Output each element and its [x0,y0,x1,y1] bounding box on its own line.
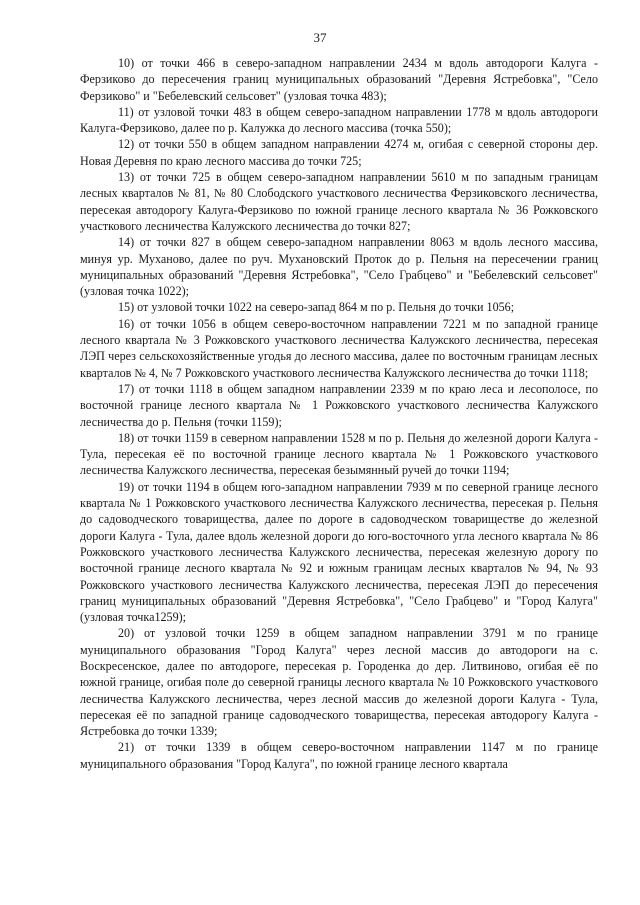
paragraph-16: 16) от точки 1056 в общем северо-восточном направлении 7221 м по западной границе лесного квартала № 3 Рожковского участкового лесничества Калужского лесничества, пересекая ЛЭП через сельскохозяйственные угодья до лесного массива, далее по восточным границам лесных кварталов № 4, № 7 Рожковского участкового лесничества Калужского лесничества до точки 1118; [80,316,598,380]
paragraph-11: 11) от узловой точки 483 в общем северо-западном направлении 1778 м вдоль автодороги Калуга-Ферзиково, далее по р. Калужка до лесного массива (точка 550); [80,104,598,136]
paragraph-14: 14) от точки 827 в общем северо-западном направлении 8063 м вдоль лесного массива, минуя ур. Муханово, далее по руч. Мухановский Проток до р. Пельня на пересечении границ муниципальных образований "Деревня Ястребовка", "Село Грабцево" и "Бебелевский сельсовет" (узловая точка 1022); [80,235,598,299]
paragraph-10: 10) от точки 466 в северо-западном направлении 2434 м вдоль автодороги Калуга - Ферзиково до пересечения границ муниципальных образований "Деревня Ястребовка", "Село Ферзиково" и "Бебелевский сельсовет" (узловая точка 483); [80,56,598,103]
paragraph-15: 15) от узловой точки 1022 на северо-запад 864 м по р. Пельня до точки 1056; [118,300,515,315]
document-body [80,55,598,772]
paragraph-13: 13) от точки 725 в общем северо-западном направлении 5610 м по западным границам лесных кварталов № 81, № 80 Слободского участкового лесничества Ферзиковского лесничества, пересекая автодорогу Калуга-Ферзиково по южной границе лесного квартала № 36 Рожковского участкового лесничества Калужского лесничества до точки 827; [80,170,598,233]
paragraph-12: 12) от точки 550 в общем западном направлении 4274 м, огибая с северной стороны дер. Новая Деревня по краю лесного массива до точки 725; [80,137,598,168]
paragraph-17: 17) от точки 1118 в общем западном направлении 2339 м по краю леса и лесополосе, по восточной границе лесного квартала № 1 Рожковского участкового лесничества Калужского лесничества до р. Пельня (точки 1159); [80,381,598,429]
paragraph-19: 19) от точки 1194 в общем юго-западном направлении 7939 м по северной границе лесного квартала № 1 Рожковского участкового лесничества Калужского лесничества, пересекая р. Пельня до садоводческого товарищества, далее по дороге в садоводческом товариществе до железной дороги Калуга - Тула, далее вдоль железной дороги до юго-восточного угла лесного квартала № 86 Рожковского участкового лесничества Калужского лесничества, пересекая железную дорогу по восточной границе лесного квартала № 92 и южным границам лесных кварталов № 94, № 93 Рожковского участкового лесничества Калужского лесничества, пересекая ЛЭП до пересечения границ муниципальных образований "Деревня Ястребовка", "Село Грабцево" и "Город Калуга" (узловая точка1259); [80,479,598,625]
paragraph-21: 21) от точки 1339 в общем северо-восточном направлении 1147 м по границе муниципального образования "Город Калуга", по южной границе лесного квартала [80,740,598,771]
paragraph-18: 18) от точки 1159 в северном направлении 1528 м по р. Пельня до железной дороги Калуга - Тула, пересекая её по восточной границе лесного квартала № 1 Рожковского участкового лесничества Калужского лесничества, пересекая безымянный ручей до точки 1194; [80,430,598,478]
page-number: 37 [313,30,327,45]
paragraph-20: 20) от узловой точки 1259 в общем западном направлении 3791 м по границе муниципального образования "Город Калуга" через лесной массив до автодороги на с. Воскресенское, далее по автодороге, пересекая р. Городенка до дер. Литвиново, огибая её по южной границе, огибая поле до северной границы лесного квартала № 10 Рожковского участкового лесничества Калужского лесничества, через лесной массив до железной дороги Калуга - Тула, пересекая её по западной границе садоводческого товарищества, пересекая автодорогу Калуга - Ястребовка до точки 1339; [80,626,598,739]
